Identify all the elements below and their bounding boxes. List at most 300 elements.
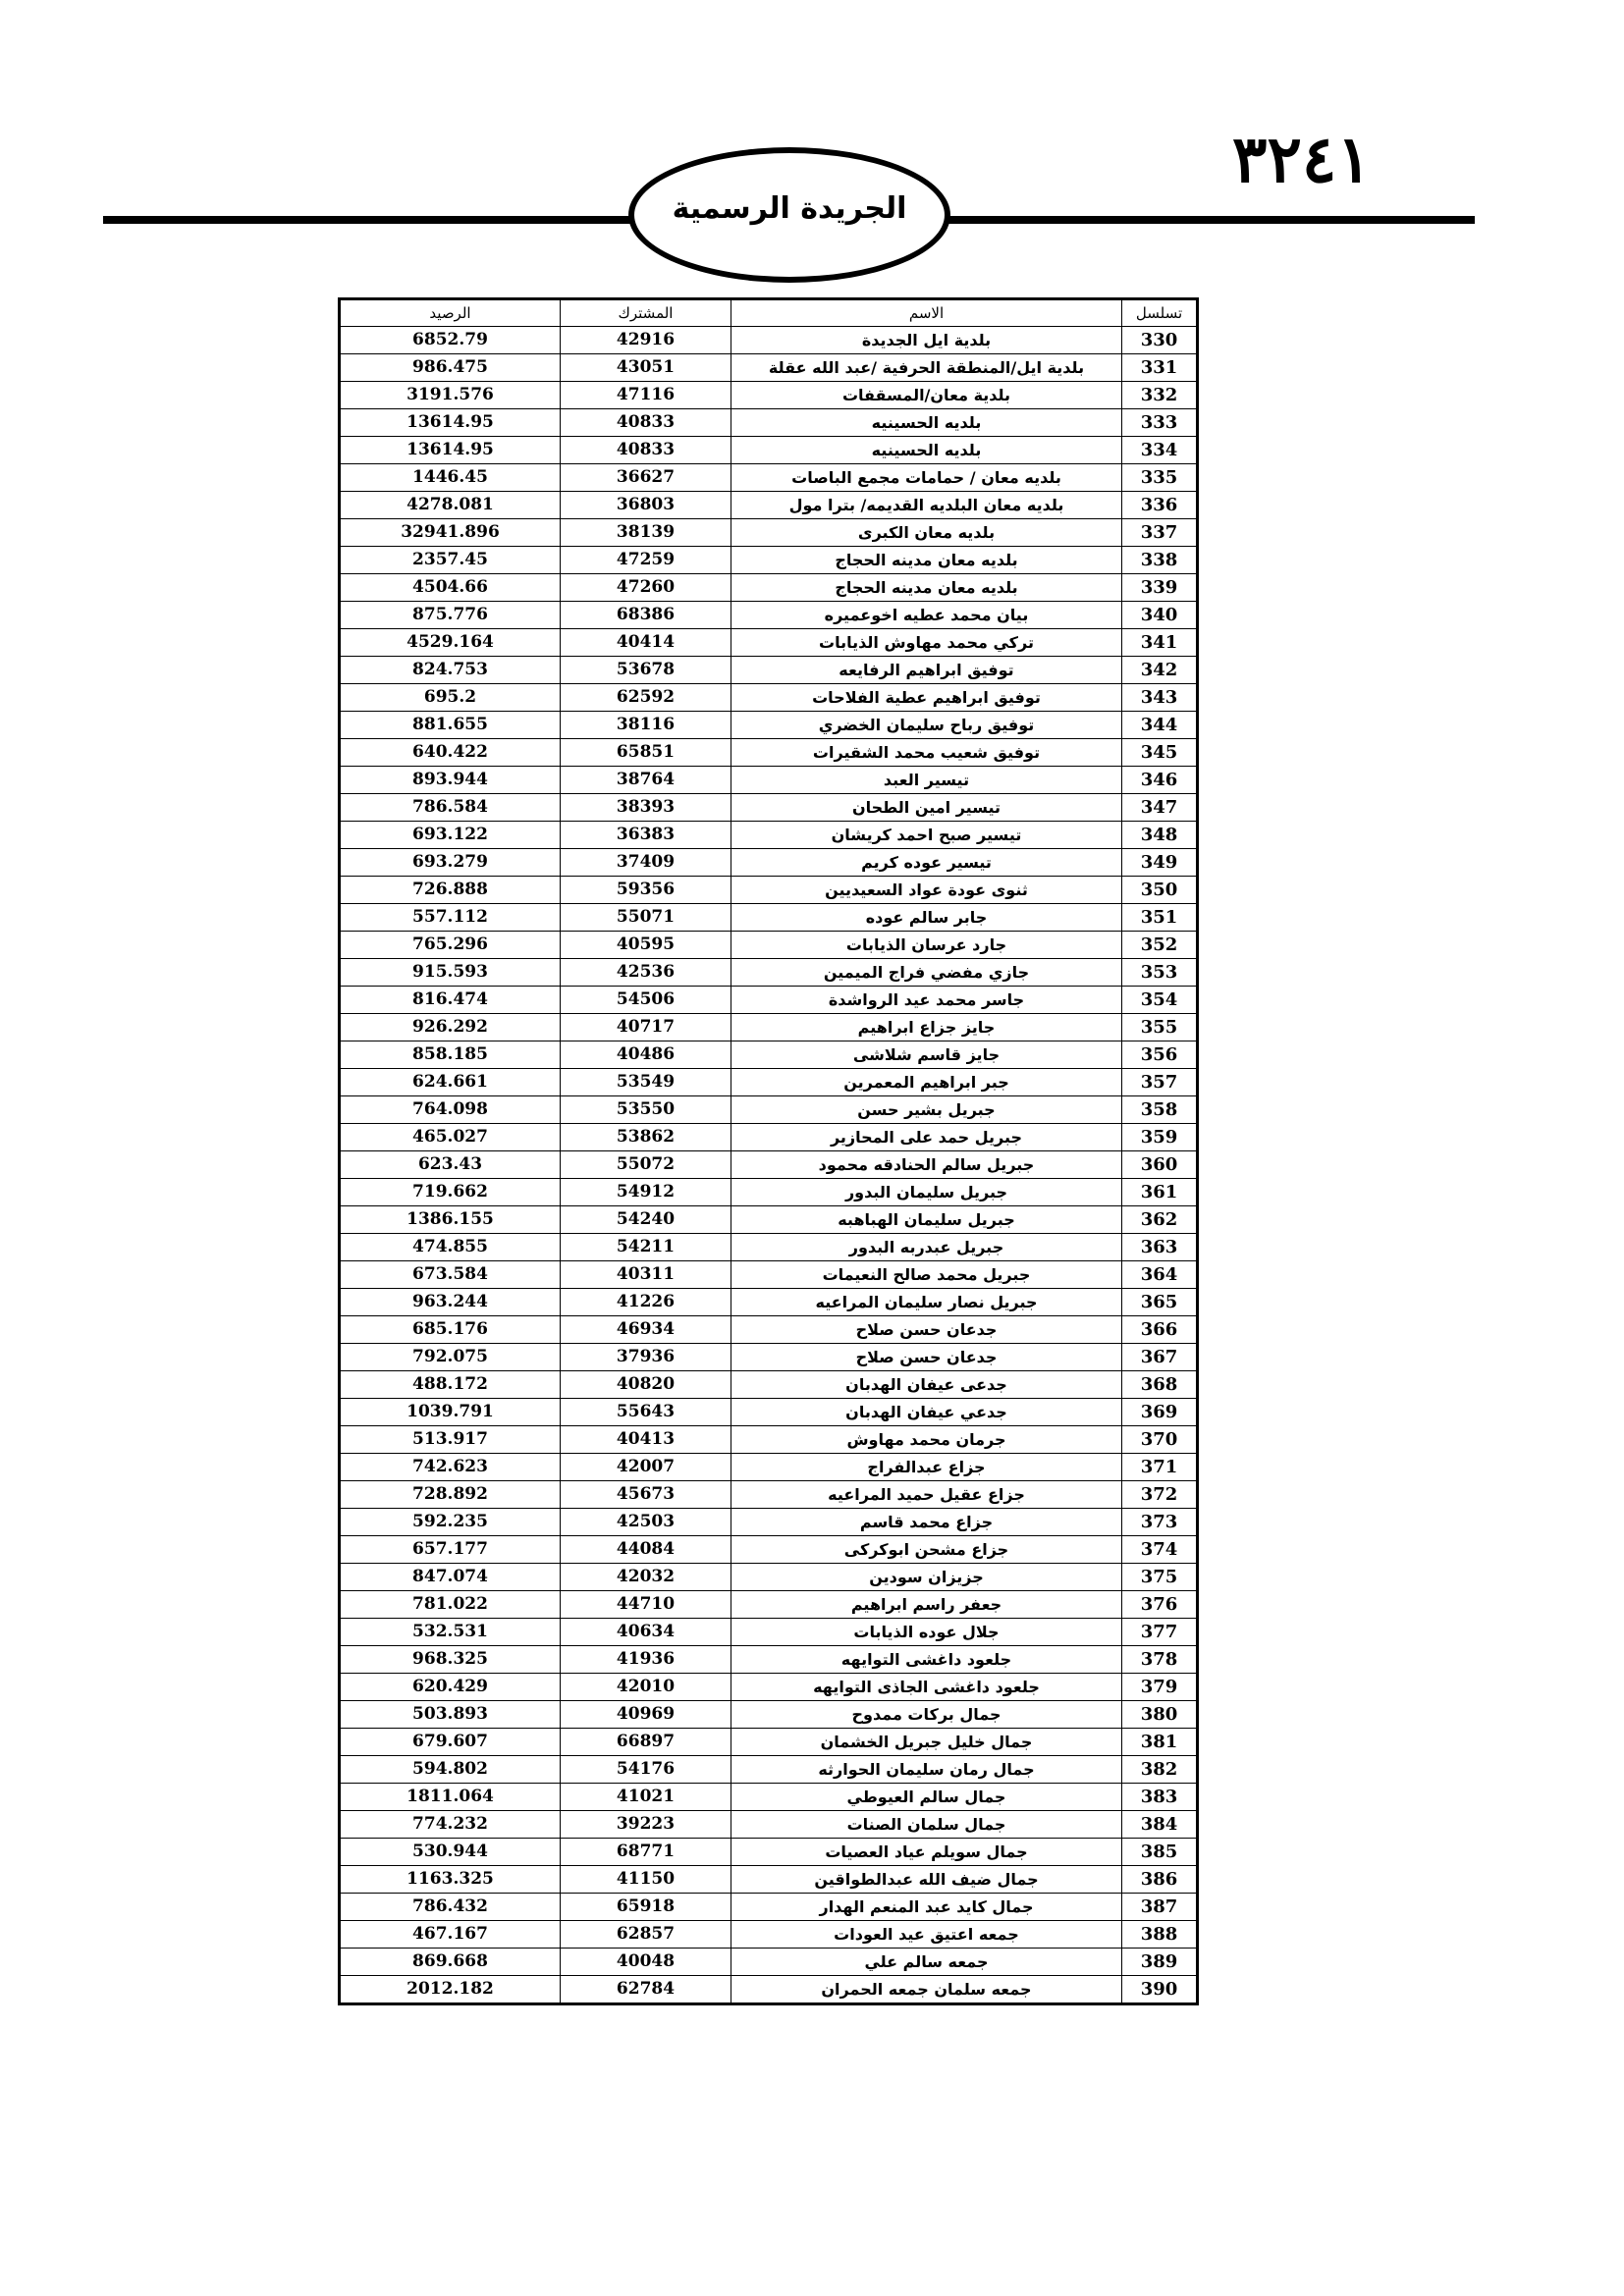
table-row (340, 1564, 1198, 1591)
cell-balance: 4504.66 (340, 574, 561, 602)
cell-balance: 695.2 (340, 684, 561, 712)
cell-name: تيسير عوده كريم (731, 849, 1122, 877)
cell-name: بلديه معان / حمامات مجمع الباصات (731, 464, 1122, 492)
cell-serial: 381 (1122, 1729, 1198, 1756)
cell-balance: 764.098 (340, 1096, 561, 1124)
cell-subscriber: 53550 (561, 1096, 731, 1124)
cell-subscriber: 42010 (561, 1674, 731, 1701)
cell-name: بلديه معان مدينه الحجاج (731, 574, 1122, 602)
cell-subscriber: 47260 (561, 574, 731, 602)
cell-name: بلديه معان مدينه الحجاج (731, 547, 1122, 574)
cell-balance: 816.474 (340, 987, 561, 1014)
cell-name: جدعى عيفان الهدبان (731, 1371, 1122, 1399)
cell-subscriber: 40595 (561, 932, 731, 959)
cell-subscriber: 38764 (561, 767, 731, 794)
cell-serial: 331 (1122, 354, 1198, 382)
table-row (340, 1399, 1198, 1426)
cell-serial: 339 (1122, 574, 1198, 602)
cell-subscriber: 68771 (561, 1839, 731, 1866)
table-row (340, 382, 1198, 409)
cell-balance: 1039.791 (340, 1399, 561, 1426)
cell-name: جمال سويلم عياد العصيات (731, 1839, 1122, 1866)
cell-name: بلديه معان الكبرى (731, 519, 1122, 547)
table-body (340, 327, 1198, 2004)
cell-serial: 367 (1122, 1344, 1198, 1371)
table-row (340, 739, 1198, 767)
cell-name: جازي مفضي فراج الميمين (731, 959, 1122, 987)
cell-balance: 926.292 (340, 1014, 561, 1041)
cell-balance: 875.776 (340, 602, 561, 629)
cell-balance: 3191.576 (340, 382, 561, 409)
table-row (340, 1674, 1198, 1701)
cell-subscriber: 42536 (561, 959, 731, 987)
cell-name: بلدية ايل/المنطقة الحرفية /عبد الله عقلة (731, 354, 1122, 382)
cell-serial: 386 (1122, 1866, 1198, 1894)
cell-name: جعفر راسم ابراهيم (731, 1591, 1122, 1619)
table-row (340, 1426, 1198, 1454)
cell-balance: 881.655 (340, 712, 561, 739)
cell-serial: 373 (1122, 1509, 1198, 1536)
cell-subscriber: 54211 (561, 1234, 731, 1261)
cell-balance: 765.296 (340, 932, 561, 959)
table-row (340, 1949, 1198, 1976)
cell-name: جايز قاسم شلاشى (731, 1041, 1122, 1069)
table-row (340, 1014, 1198, 1041)
cell-name: بيان محمد عطيه اخوعميره (731, 602, 1122, 629)
cell-name: جبريل عبدربه البدور (731, 1234, 1122, 1261)
cell-serial: 365 (1122, 1289, 1198, 1316)
cell-subscriber: 66897 (561, 1729, 731, 1756)
cell-balance: 786.584 (340, 794, 561, 822)
cell-name: جبريل بشير حسن (731, 1096, 1122, 1124)
cell-name: جلعود داغشى الجاذى التوايهه (731, 1674, 1122, 1701)
cell-name: تيسير صبح احمد كريشان (731, 822, 1122, 849)
cell-name: تيسير العبد (731, 767, 1122, 794)
cell-name: جبريل سليمان الهباهبه (731, 1206, 1122, 1234)
table-row (340, 1646, 1198, 1674)
cell-subscriber: 54240 (561, 1206, 731, 1234)
table-row (340, 327, 1198, 354)
table-row (340, 1179, 1198, 1206)
cell-name: توفيق رباح سليمان الخضري (731, 712, 1122, 739)
cell-subscriber: 47259 (561, 547, 731, 574)
cell-balance: 640.422 (340, 739, 561, 767)
cell-balance: 624.661 (340, 1069, 561, 1096)
table-row (340, 1151, 1198, 1179)
cell-serial: 385 (1122, 1839, 1198, 1866)
cell-subscriber: 40413 (561, 1426, 731, 1454)
cell-balance: 4529.164 (340, 629, 561, 657)
cell-subscriber: 36627 (561, 464, 731, 492)
cell-subscriber: 65918 (561, 1894, 731, 1921)
cell-balance: 592.235 (340, 1509, 561, 1536)
table-row (340, 1234, 1198, 1261)
cell-name: توفيق ابراهيم الرفايعه (731, 657, 1122, 684)
cell-serial: 332 (1122, 382, 1198, 409)
cell-serial: 352 (1122, 932, 1198, 959)
cell-name: جبريل سليمان البدور (731, 1179, 1122, 1206)
cell-name: جايز جزاع ابراهيم (731, 1014, 1122, 1041)
cell-serial: 388 (1122, 1921, 1198, 1949)
table-row (340, 822, 1198, 849)
cell-balance: 786.432 (340, 1894, 561, 1921)
cell-balance: 893.944 (340, 767, 561, 794)
cell-serial: 363 (1122, 1234, 1198, 1261)
cell-balance: 963.244 (340, 1289, 561, 1316)
cell-balance: 2012.182 (340, 1976, 561, 2004)
cell-subscriber: 40634 (561, 1619, 731, 1646)
cell-serial: 380 (1122, 1701, 1198, 1729)
table-row (340, 1784, 1198, 1811)
cell-name: بلدية معان/المسقفات (731, 382, 1122, 409)
cell-name: بلديه معان البلديه القديمه/ بترا مول (731, 492, 1122, 519)
cell-serial: 377 (1122, 1619, 1198, 1646)
cell-name: جرمان محمد مهاوش (731, 1426, 1122, 1454)
table-row (340, 932, 1198, 959)
cell-subscriber: 40833 (561, 409, 731, 437)
cell-name: جمال ضيف الله عبدالطواقين (731, 1866, 1122, 1894)
cell-balance: 858.185 (340, 1041, 561, 1069)
subscribers-table-container (338, 297, 1196, 2005)
cell-name: جمال بركات ممدوح (731, 1701, 1122, 1729)
cell-balance: 623.43 (340, 1151, 561, 1179)
table-row (340, 1454, 1198, 1481)
cell-serial: 342 (1122, 657, 1198, 684)
cell-subscriber: 42007 (561, 1454, 731, 1481)
cell-balance: 13614.95 (340, 409, 561, 437)
table-row (340, 1316, 1198, 1344)
cell-subscriber: 37936 (561, 1344, 731, 1371)
cell-balance: 847.074 (340, 1564, 561, 1591)
cell-serial: 346 (1122, 767, 1198, 794)
cell-name: جزاع عقيل حميد المراعيه (731, 1481, 1122, 1509)
table-row (340, 794, 1198, 822)
table-row (340, 1866, 1198, 1894)
table-row (340, 987, 1198, 1014)
cell-serial: 350 (1122, 877, 1198, 904)
cell-subscriber: 47116 (561, 382, 731, 409)
cell-balance: 1811.064 (340, 1784, 561, 1811)
table-row (340, 1976, 1198, 2004)
cell-balance: 986.475 (340, 354, 561, 382)
cell-subscriber: 68386 (561, 602, 731, 629)
cell-balance: 657.177 (340, 1536, 561, 1564)
cell-balance: 774.232 (340, 1811, 561, 1839)
cell-serial: 340 (1122, 602, 1198, 629)
cell-serial: 356 (1122, 1041, 1198, 1069)
cell-serial: 369 (1122, 1399, 1198, 1426)
cell-subscriber: 41936 (561, 1646, 731, 1674)
cell-balance: 742.623 (340, 1454, 561, 1481)
column-header-name: الاسم (731, 299, 1122, 327)
cell-subscriber: 40311 (561, 1261, 731, 1289)
cell-serial: 336 (1122, 492, 1198, 519)
cell-name: جزاع محمد قاسم (731, 1509, 1122, 1536)
cell-subscriber: 62592 (561, 684, 731, 712)
cell-name: جمال سلمان الصنات (731, 1811, 1122, 1839)
cell-subscriber: 38116 (561, 712, 731, 739)
table-row (340, 959, 1198, 987)
table-row (340, 1041, 1198, 1069)
cell-balance: 594.802 (340, 1756, 561, 1784)
cell-balance: 488.172 (340, 1371, 561, 1399)
cell-name: جمعه اعتيق عيد العودات (731, 1921, 1122, 1949)
cell-serial: 355 (1122, 1014, 1198, 1041)
cell-name: جمال رمان سليمان الحوارثه (731, 1756, 1122, 1784)
cell-serial: 374 (1122, 1536, 1198, 1564)
cell-subscriber: 40717 (561, 1014, 731, 1041)
cell-subscriber: 40048 (561, 1949, 731, 1976)
table-row (340, 1811, 1198, 1839)
cell-name: جلعود داغشى التوايهه (731, 1646, 1122, 1674)
cell-balance: 673.584 (340, 1261, 561, 1289)
cell-name: بلدية ايل الجديدة (731, 327, 1122, 354)
table-row (340, 547, 1198, 574)
cell-serial: 359 (1122, 1124, 1198, 1151)
cell-serial: 384 (1122, 1811, 1198, 1839)
cell-serial: 344 (1122, 712, 1198, 739)
cell-name: توفيق ابراهيم عطية الفلاحات (731, 684, 1122, 712)
cell-serial: 371 (1122, 1454, 1198, 1481)
cell-serial: 335 (1122, 464, 1198, 492)
table-row (340, 1371, 1198, 1399)
cell-name: جدعان حسن صلاح (731, 1316, 1122, 1344)
cell-subscriber: 55071 (561, 904, 731, 932)
cell-serial: 334 (1122, 437, 1198, 464)
cell-subscriber: 54912 (561, 1179, 731, 1206)
cell-subscriber: 36803 (561, 492, 731, 519)
table-row (340, 904, 1198, 932)
cell-subscriber: 44084 (561, 1536, 731, 1564)
cell-serial: 345 (1122, 739, 1198, 767)
cell-balance: 32941.896 (340, 519, 561, 547)
header-rule-right (945, 216, 1475, 224)
cell-name: جمال خليل جبريل الخشمان (731, 1729, 1122, 1756)
cell-name: تركي محمد مهاوش الذيابات (731, 629, 1122, 657)
cell-name: جدعان حسن صلاح (731, 1344, 1122, 1371)
cell-serial: 341 (1122, 629, 1198, 657)
cell-name: جبريل محمد صالح النعيمات (731, 1261, 1122, 1289)
cell-subscriber: 53678 (561, 657, 731, 684)
cell-subscriber: 40833 (561, 437, 731, 464)
cell-serial: 379 (1122, 1674, 1198, 1701)
cell-balance: 1386.155 (340, 1206, 561, 1234)
cell-subscriber: 36383 (561, 822, 731, 849)
table-row (340, 1729, 1198, 1756)
header-rule-left (103, 216, 633, 224)
table-row (340, 877, 1198, 904)
cell-name: جبريل سالم الحنادقه محمود (731, 1151, 1122, 1179)
table-header-row (340, 299, 1198, 327)
cell-serial: 368 (1122, 1371, 1198, 1399)
cell-name: جزاع عبدالفراج (731, 1454, 1122, 1481)
table-row (340, 409, 1198, 437)
cell-subscriber: 43051 (561, 354, 731, 382)
column-header-subscriber: المشترك (561, 299, 731, 327)
cell-subscriber: 45673 (561, 1481, 731, 1509)
table-row (340, 1289, 1198, 1316)
cell-balance: 1446.45 (340, 464, 561, 492)
cell-subscriber: 40486 (561, 1041, 731, 1069)
cell-serial: 351 (1122, 904, 1198, 932)
cell-balance: 503.893 (340, 1701, 561, 1729)
cell-serial: 338 (1122, 547, 1198, 574)
cell-balance: 869.668 (340, 1949, 561, 1976)
cell-balance: 6852.79 (340, 327, 561, 354)
table-row (340, 1096, 1198, 1124)
cell-serial: 353 (1122, 959, 1198, 987)
cell-serial: 358 (1122, 1096, 1198, 1124)
cell-serial: 376 (1122, 1591, 1198, 1619)
cell-name: جبر ابراهيم المعمرين (731, 1069, 1122, 1096)
cell-serial: 375 (1122, 1564, 1198, 1591)
cell-subscriber: 40969 (561, 1701, 731, 1729)
table-row (340, 1261, 1198, 1289)
cell-balance: 693.122 (340, 822, 561, 849)
cell-balance: 557.112 (340, 904, 561, 932)
cell-subscriber: 59356 (561, 877, 731, 904)
cell-balance: 915.593 (340, 959, 561, 987)
cell-subscriber: 42032 (561, 1564, 731, 1591)
cell-name: جمعه سالم علي (731, 1949, 1122, 1976)
cell-name: ثنوى عودة عواد السعيديين (731, 877, 1122, 904)
cell-subscriber: 44710 (561, 1591, 731, 1619)
cell-subscriber: 41226 (561, 1289, 731, 1316)
cell-balance: 620.429 (340, 1674, 561, 1701)
cell-balance: 532.531 (340, 1619, 561, 1646)
table-row (340, 1536, 1198, 1564)
cell-balance: 474.855 (340, 1234, 561, 1261)
table-row (340, 1344, 1198, 1371)
cell-serial: 383 (1122, 1784, 1198, 1811)
cell-subscriber: 42503 (561, 1509, 731, 1536)
cell-serial: 370 (1122, 1426, 1198, 1454)
table-row (340, 354, 1198, 382)
table-row (340, 1509, 1198, 1536)
cell-balance: 513.917 (340, 1426, 561, 1454)
cell-name: جدعي عيفان الهدبان (731, 1399, 1122, 1426)
cell-balance: 968.325 (340, 1646, 561, 1674)
cell-balance: 2357.45 (340, 547, 561, 574)
cell-serial: 349 (1122, 849, 1198, 877)
cell-subscriber: 37409 (561, 849, 731, 877)
cell-balance: 685.176 (340, 1316, 561, 1344)
cell-subscriber: 65851 (561, 739, 731, 767)
table-row (340, 1124, 1198, 1151)
cell-subscriber: 62784 (561, 1976, 731, 2004)
cell-serial: 364 (1122, 1261, 1198, 1289)
cell-balance: 728.892 (340, 1481, 561, 1509)
table-row (340, 684, 1198, 712)
cell-balance: 13614.95 (340, 437, 561, 464)
cell-subscriber: 62857 (561, 1921, 731, 1949)
table-row (340, 464, 1198, 492)
cell-serial: 337 (1122, 519, 1198, 547)
cell-name: بلديه الحسينيه (731, 409, 1122, 437)
cell-name: بلديه الحسينيه (731, 437, 1122, 464)
cell-balance: 824.753 (340, 657, 561, 684)
cell-serial: 347 (1122, 794, 1198, 822)
table-row (340, 1701, 1198, 1729)
cell-serial: 361 (1122, 1179, 1198, 1206)
cell-balance: 4278.081 (340, 492, 561, 519)
cell-name: جمعه سلمان جمعه الحمران (731, 1976, 1122, 2004)
cell-name: تيسير امين الطحان (731, 794, 1122, 822)
table-row (340, 1619, 1198, 1646)
cell-balance: 719.662 (340, 1179, 561, 1206)
cell-serial: 357 (1122, 1069, 1198, 1096)
cell-serial: 333 (1122, 409, 1198, 437)
cell-serial: 354 (1122, 987, 1198, 1014)
cell-name: جابر سالم عوده (731, 904, 1122, 932)
table-row (340, 574, 1198, 602)
table-row (340, 629, 1198, 657)
column-header-serial: تسلسل (1122, 299, 1198, 327)
cell-name: جارد عرسان الذيابات (731, 932, 1122, 959)
cell-name: جمال سالم العيوطي (731, 1784, 1122, 1811)
cell-name: جلال عوده الذيابات (731, 1619, 1122, 1646)
cell-subscriber: 46934 (561, 1316, 731, 1344)
cell-balance: 792.075 (340, 1344, 561, 1371)
cell-serial: 348 (1122, 822, 1198, 849)
cell-name: جزاع مشحن ابوكركى (731, 1536, 1122, 1564)
table-row (340, 1069, 1198, 1096)
cell-name: جبريل نصار سليمان المراعيه (731, 1289, 1122, 1316)
cell-subscriber: 40820 (561, 1371, 731, 1399)
cell-serial: 372 (1122, 1481, 1198, 1509)
cell-subscriber: 54176 (561, 1756, 731, 1784)
table-row (340, 712, 1198, 739)
cell-name: جبريل حمد على المحازير (731, 1124, 1122, 1151)
cell-subscriber: 40414 (561, 629, 731, 657)
cell-balance: 679.607 (340, 1729, 561, 1756)
cell-subscriber: 39223 (561, 1811, 731, 1839)
cell-name: جمال كايد عبد المنعم الهدار (731, 1894, 1122, 1921)
table-row (340, 767, 1198, 794)
cell-name: توفيق شعيب محمد الشقيرات (731, 739, 1122, 767)
table-row (340, 1839, 1198, 1866)
table-row (340, 602, 1198, 629)
gazette-title: الجريدة الرسمية (672, 191, 907, 226)
cell-subscriber: 53862 (561, 1124, 731, 1151)
cell-serial: 366 (1122, 1316, 1198, 1344)
cell-balance: 781.022 (340, 1591, 561, 1619)
cell-serial: 343 (1122, 684, 1198, 712)
cell-subscriber: 53549 (561, 1069, 731, 1096)
cell-serial: 387 (1122, 1894, 1198, 1921)
cell-balance: 465.027 (340, 1124, 561, 1151)
cell-balance: 1163.325 (340, 1866, 561, 1894)
cell-serial: 390 (1122, 1976, 1198, 2004)
cell-serial: 330 (1122, 327, 1198, 354)
cell-balance: 467.167 (340, 1921, 561, 1949)
cell-serial: 382 (1122, 1756, 1198, 1784)
table-row (340, 849, 1198, 877)
table-row (340, 519, 1198, 547)
cell-balance: 693.279 (340, 849, 561, 877)
subscribers-table (338, 297, 1199, 2005)
cell-subscriber: 42916 (561, 327, 731, 354)
table-row (340, 437, 1198, 464)
cell-name: جاسر محمد عيد الرواشدة (731, 987, 1122, 1014)
cell-serial: 378 (1122, 1646, 1198, 1674)
cell-subscriber: 55643 (561, 1399, 731, 1426)
cell-serial: 389 (1122, 1949, 1198, 1976)
column-header-balance: الرصيد (340, 299, 561, 327)
table-row (340, 657, 1198, 684)
table-row (340, 1481, 1198, 1509)
cell-balance: 726.888 (340, 877, 561, 904)
